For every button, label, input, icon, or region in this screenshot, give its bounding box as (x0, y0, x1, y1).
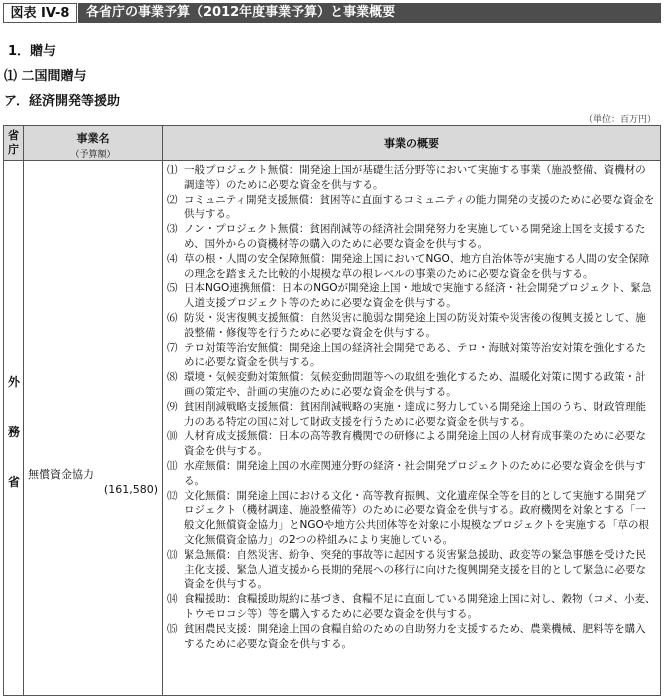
item-text: 防災・災害復興支援無償：自然災害に脆弱な開発途上国の防災対策や災害後の復興支援として、施設整備・修復等を行うために必要な資金を供与する。 (184, 311, 646, 339)
section-heading-3: ア．経済開発等援助 (4, 94, 120, 109)
item-text: ノン・プロジェクト無償：貧困削減等の経済社会開発努力を実施している開発途上国を支援するため、国外からの資機材等の購入のために必要な資金を供与する。 (184, 223, 646, 250)
item-number: ⒀ (167, 548, 178, 561)
list-item (167, 222, 656, 252)
list-item (167, 163, 656, 193)
figure-header (0, 0, 664, 26)
item-number: ⑼ (167, 400, 178, 413)
list-item (167, 252, 656, 282)
item-number: ⑵ (167, 193, 178, 206)
item-text: 貧困農民支援：開発途上国の食糧自給のための自助努力を支援するため、農業機械、肥料等を購入するために必要な資金を供与する。 (184, 622, 646, 650)
list-item (167, 459, 656, 489)
item-text: 一般プロジェクト無償：開発途上国が基礎生活分野等において実施する事業（施設整備、資機材の調達等）のために必要な資金を供与する。 (184, 164, 646, 191)
header-project-label: 事業名 (76, 132, 110, 145)
item-number: ⑻ (167, 371, 178, 384)
unit-note: （単位：百万円） (583, 115, 656, 125)
item-text: コミュニティ開発支援無償：貧困等に直面するコミュニティの能力開発の支援のために必要な資金を供与する。 (184, 193, 655, 221)
header-project (24, 126, 163, 161)
list-item (167, 592, 656, 622)
ministry-char: 省 (7, 475, 20, 489)
section-heading-1: 1．贈与 (8, 44, 57, 59)
item-text: テロ対策等治安無償：開発途上国の経済社会開発である、テロ・海賊対策等治安対策を強化するために必要な資金を供与する。 (184, 341, 646, 369)
list-item (167, 193, 656, 223)
item-number: ⒂ (167, 622, 178, 635)
summary-cell (163, 161, 660, 695)
list-item (167, 429, 656, 459)
header-summary: 事業の概要 (384, 137, 439, 150)
item-number: ⑺ (167, 341, 178, 354)
item-text: 貧困削減戦略支援無償：貧困削減戦略の実施・達成に努力している開発途上国のうち、財政管理能力のある特定の国に対して財政支援を行うために必要な資金を供与する。 (184, 400, 646, 428)
item-text: 水産無償：開発途上国の水産関連分野の経済・社会開発プロジェクトのために必要な資金を供与する。 (184, 459, 646, 487)
item-text: 環境・気候変動対策無償：気候変動問題等への取組を強化するため、温暖化対策に関する政策・計画の策定や、計画の実施のために必要な資金を供与する。 (184, 371, 646, 398)
item-text: 文化無償：開発途上国における文化・高等教育振興、文化遺産保全等を目的として実施する開発プロジェクト（機材調達、施設整備等）のために必要な資金を供与する。政府機関を対象とする「一般文化無償資金協力」とNGOや地方公共団体等を対象に小規模なプロジェクトを実施する「草の根文化無償資金協力」の2つの枠組みにより実施している。 (184, 489, 650, 546)
item-number: ⑹ (167, 311, 178, 324)
table-header (4, 126, 660, 161)
ministry-char: 務 (7, 425, 20, 439)
item-text: 草の根・人間の安全保障無償：開発途上国においてNGO、地方自治体等が実施する人間の安全保障の理念を踏まえた比較的小規模な草の根レベルの事業のために必要な資金を供与する。 (184, 252, 650, 280)
project-cell (24, 161, 163, 695)
list-item (167, 622, 656, 652)
item-text: 緊急無償：自然災害、紛争、突発的事故等に起因する災害緊急援助、政変等の緊急事態を受けた民主化支援、緊急人道支援から長期的発展への移行に向けた復興開発支援を目的として緊急に必要な資金を供与する。 (184, 548, 646, 591)
list-item (167, 489, 656, 548)
item-number: ⑷ (167, 252, 178, 265)
header-ministry-label: 省庁 (8, 129, 19, 156)
list-item (167, 341, 656, 371)
item-number: ⑽ (167, 430, 178, 443)
item-text: 人材育成支援無償：日本の高等教育機関での研修による開発途上国の人材育成事業のために必要な資金を供与する。 (184, 430, 646, 458)
figure-title: 各省庁の事業予算（2012年度事業予算）と事業概要 (78, 3, 661, 23)
header-ministry (4, 126, 24, 161)
item-number: ⑸ (167, 282, 178, 295)
list-item (167, 548, 656, 592)
item-number: ⑾ (167, 459, 178, 472)
list-item (167, 311, 656, 341)
ministry-cell (4, 161, 24, 695)
budget-table (3, 125, 661, 696)
ministry-char: 外 (7, 375, 20, 389)
list-item (167, 281, 656, 311)
item-number: ⑴ (167, 164, 178, 176)
item-text: 食糧援助：食糧援助規約に基づき、食糧不足に直面している開発途上国に対し、穀物（コメ、小麦、トウモロコシ等）等を購入するために必要な資金を供与する。 (184, 593, 656, 620)
item-number: ⑿ (167, 489, 178, 502)
item-number: ⒁ (167, 593, 178, 606)
list-item (167, 400, 656, 430)
list-item (167, 370, 656, 400)
item-text: 日本NGO連携無償：日本のNGOが開発途上国・地域で実施する経済・社会開発プロジェクト、緊急人道支援プロジェクト等のために必要な資金を供与する。 (184, 282, 652, 310)
section-heading-2: ⑴ 二国間贈与 (4, 69, 87, 84)
figure-label: 図表 IV-8 (3, 3, 77, 23)
header-project-sub: （予算額） (70, 150, 116, 160)
item-number: ⑶ (167, 223, 178, 236)
project-name: 無償資金協力 (28, 468, 94, 481)
project-amount: (161,580) (103, 483, 158, 496)
